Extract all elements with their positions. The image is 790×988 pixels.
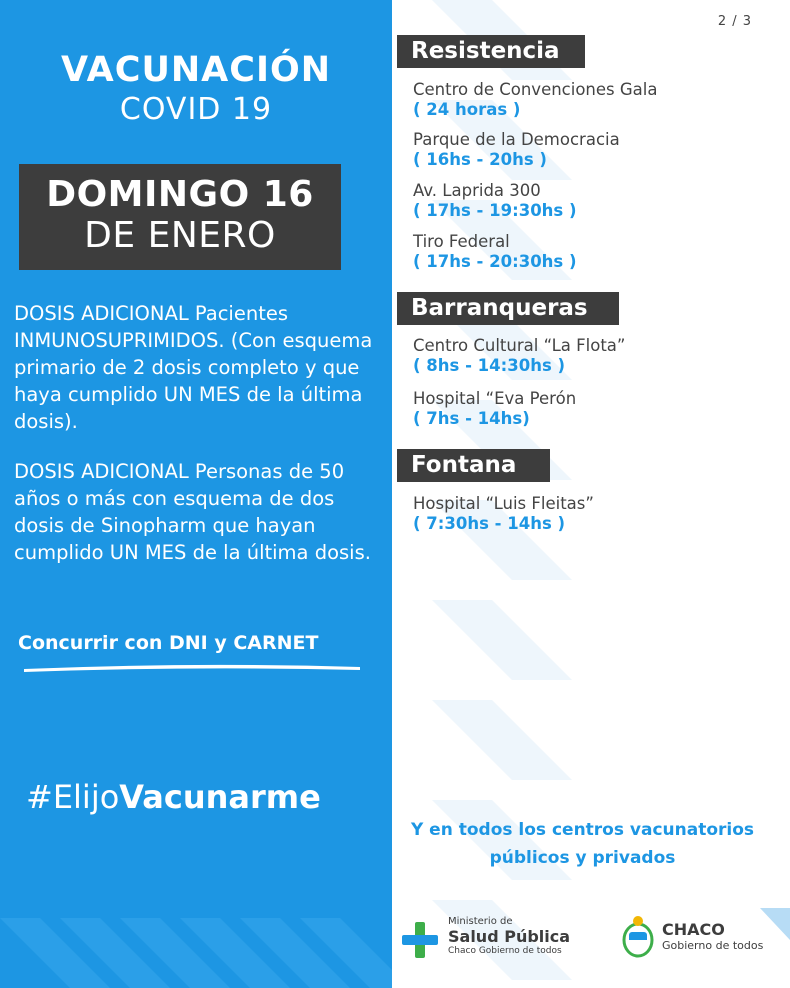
chaco-name: CHACO (662, 920, 725, 939)
location-hours: ( 24 horas ) (413, 100, 521, 119)
city-barranqueras: Barranqueras (397, 292, 619, 325)
location-name: Tiro Federal (413, 232, 510, 251)
hashtag-suffix: Vacunarme (119, 778, 321, 816)
footer-note (395, 816, 770, 872)
list-item (413, 336, 625, 376)
location-hours: ( 16hs - 20hs ) (413, 150, 547, 169)
health-cross-icon (402, 922, 438, 958)
ministerio-label: Ministerio de (448, 916, 513, 927)
location-name: Av. Laprida 300 (413, 181, 541, 200)
footer-note-line1: Y en todos los centros vacunatorios (410, 820, 755, 840)
chaco-tagline: Gobierno de todos (662, 939, 764, 952)
location-hours: ( 7hs - 14hs) (413, 409, 530, 428)
dose-description-1: DOSIS ADICIONAL Pacientes INMUNOSUPRIMIDOS. (Con esquema primario de 2 dosis completo y que haya cumplido UN MES de la última dosis). (14, 302, 373, 433)
location-hours: ( 7:30hs - 14hs ) (413, 514, 566, 533)
location-name: Parque de la Democracia (413, 130, 620, 149)
footer-note-line2: públicos y privados (489, 848, 676, 868)
location-hours: ( 17hs - 19:30hs ) (413, 201, 577, 220)
location-name: Hospital “Luis Fleitas” (413, 494, 594, 513)
campaign-title: VACUNACIÓN (60, 50, 332, 90)
ministerio-tagline: Chaco Gobierno de todos (448, 946, 562, 956)
date-month: DE ENERO (84, 215, 276, 256)
city-fontana: Fontana (397, 449, 550, 482)
requirements-text: Concurrir con DNI y CARNET (18, 632, 319, 654)
list-item (413, 181, 577, 221)
bottom-stripes (0, 908, 392, 988)
date-day: DOMINGO 16 (46, 174, 314, 215)
date-box (19, 164, 341, 270)
campaign-subtitle: COVID 19 (119, 92, 273, 127)
hashtag (26, 778, 321, 816)
location-name: Hospital “Eva Perón (413, 389, 577, 408)
chaco-seal-icon (620, 914, 656, 958)
left-panel (0, 0, 392, 988)
list-item (413, 80, 657, 120)
ministerio-name: Salud Pública (448, 927, 571, 946)
location-name: Centro Cultural “La Flota” (413, 336, 626, 355)
location-hours: ( 8hs - 14:30hs ) (413, 356, 566, 375)
list-item (413, 494, 594, 534)
city-resistencia: Resistencia (397, 35, 585, 68)
hashtag-prefix: #Elijo (26, 778, 120, 816)
brush-underline (22, 660, 362, 674)
dose-description-2: DOSIS ADICIONAL Personas de 50 años o más con esquema de dos dosis de Sinopharm que hayan cumplido UN MES de la última dosis. (14, 460, 371, 564)
location-hours: ( 17hs - 20:30hs ) (413, 252, 577, 271)
list-item (413, 130, 620, 170)
list-item (413, 389, 576, 429)
list-item (413, 232, 577, 272)
location-name: Centro de Convenciones Gala (413, 80, 658, 99)
page-number: 2 / 3 (717, 14, 752, 29)
